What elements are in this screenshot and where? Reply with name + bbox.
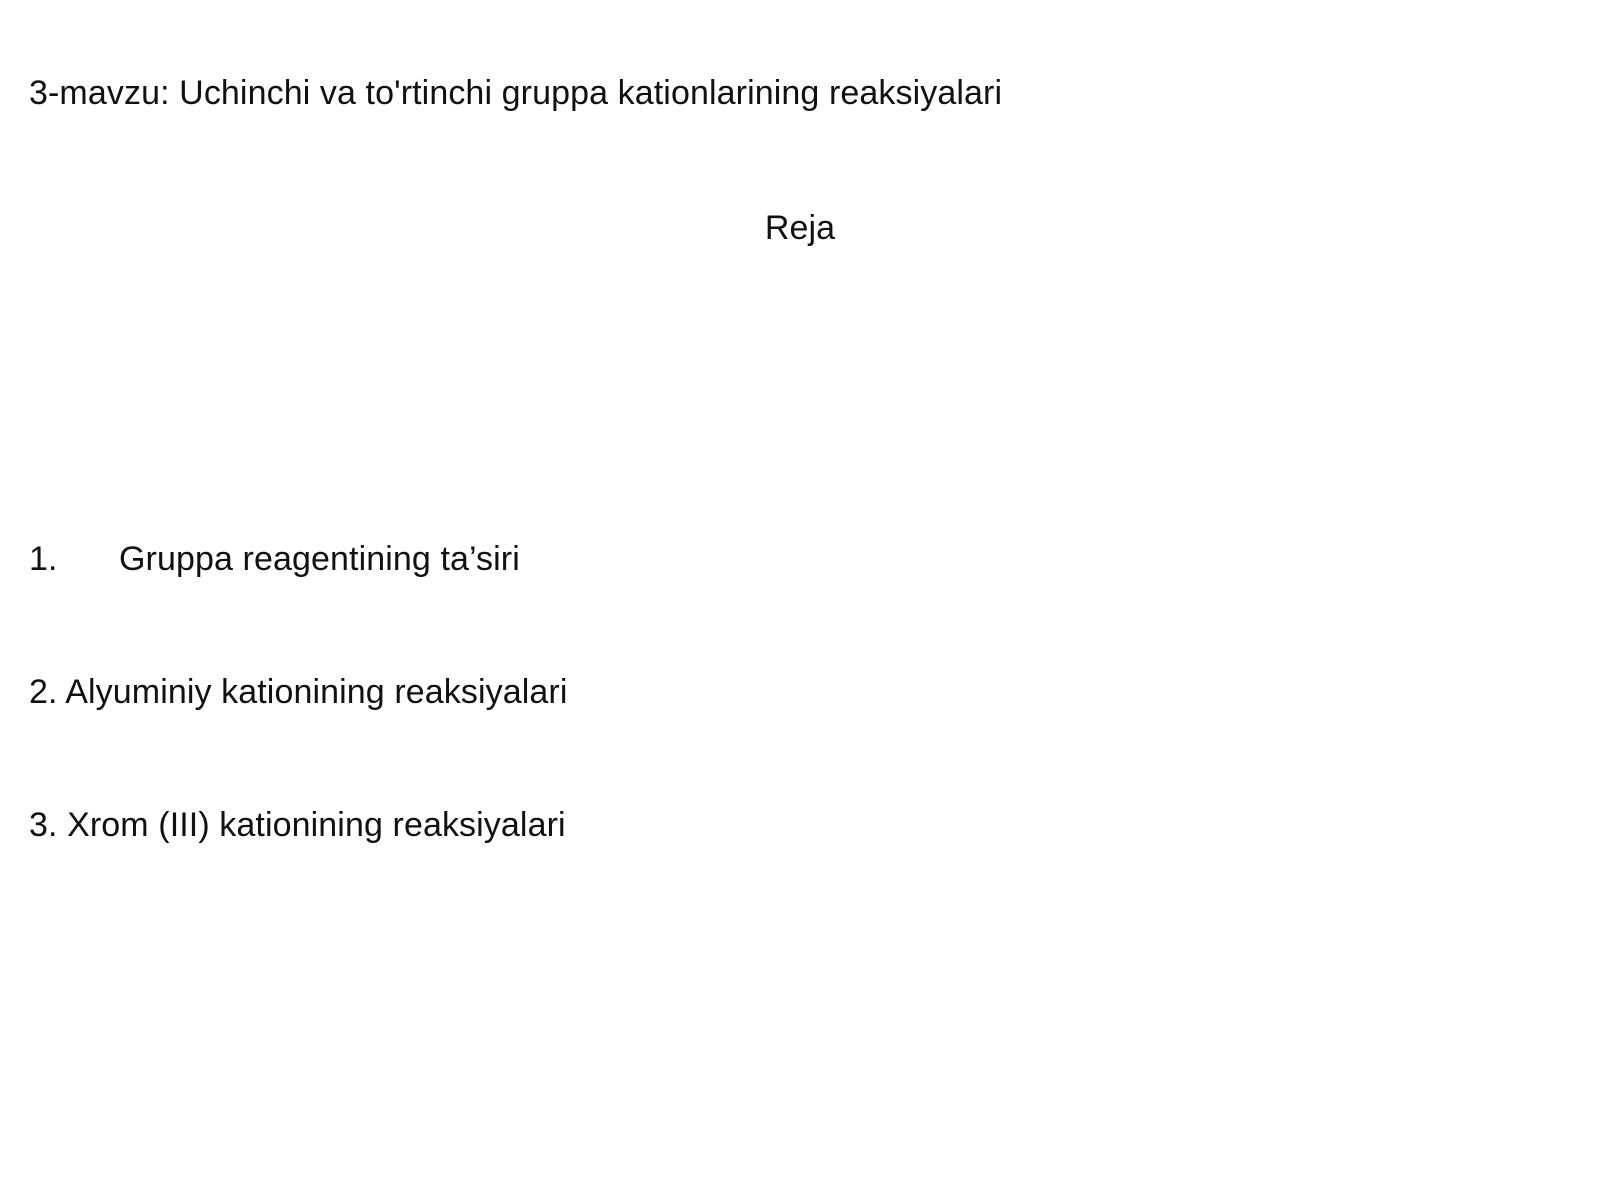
- plan-item-text: Gruppa reagentining ta’siri: [119, 540, 520, 578]
- plan-item: 3. Xrom (III) kationining reaksiyalari: [29, 806, 566, 844]
- plan-item: [29, 539, 520, 579]
- plan-item-number: 1.: [29, 540, 58, 578]
- plan-item: 2. Alyuminiy kationining reaksiyalari: [29, 673, 568, 711]
- document-title: 3-mavzu: Uchinchi va to'rtinchi gruppa kationlarining reaksiyalari: [29, 74, 1003, 112]
- plan-heading: Reja: [764, 209, 836, 247]
